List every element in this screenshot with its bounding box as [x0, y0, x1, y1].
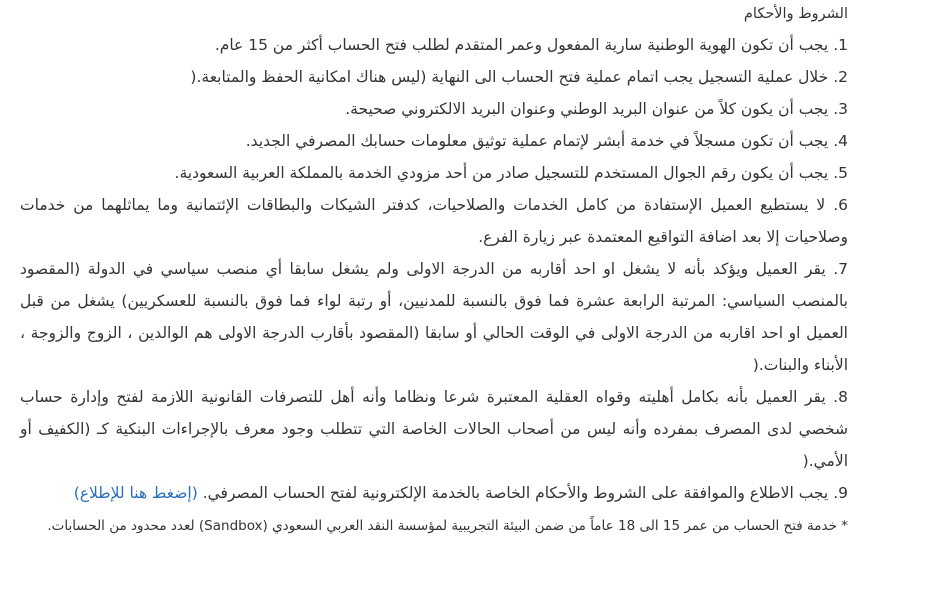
term-number: 4.: [833, 132, 848, 150]
term-item-8: [20, 381, 848, 477]
term-number: 5.: [833, 164, 848, 182]
term-item-2: [20, 61, 848, 93]
term-text: يجب أن تكون مسجلاً في خدمة أبشر لإتمام عملية توثيق معلومات حسابك المصرفي الجديد.: [245, 132, 829, 150]
term-number: 2.: [833, 68, 848, 86]
sandbox-footnote: * خدمة فتح الحساب من عمر 15 الى 18 عاماً من ضمن البيئة التجريبية لمؤسسة النقد العربي السعودي (Sandbox) لعدد محدود من الحسابات.: [47, 518, 848, 534]
term-text: يقر العميل ويؤكد بأنه لا يشغل او احد أقاربه من الدرجة الاولى ولم يشغل سابقا أي منصب سياسي في الدولة (المقصود بالمنصب السياسي: المرتبة الرابعة عشرة فما فوق بالنسبة للمدنيين، أو رتبة لواء فما فوق بالنسبة للعسكريين) يشغل من قبل العميل او احد اقاربه من الدرجة الاولى في الوقت الحالي أو سابقا (المقصود بأقارب الدرجة الاولى هم الوالدين ، الزوج والزوجة ، الأبناء والبنات.(: [20, 260, 848, 374]
term-text: خلال عملية التسجيل يجب اتمام عملية فتح الحساب الى النهاية (ليس هناك امكانية الحفظ والمتابعة.(: [190, 68, 829, 86]
section-heading: الشروط والأحكام: [743, 6, 848, 22]
term-item-1: [20, 29, 848, 61]
term-number: 9.: [833, 484, 848, 502]
term-text: يجب أن يكون رقم الجوال المستخدم للتسجيل صادر من أحد مزودي الخدمة بالمملكة العربية السعودية.: [174, 164, 829, 182]
term-number: 8.: [833, 388, 848, 406]
term-text: يجب أن تكون الهوية الوطنية سارية المفعول وعمر المتقدم لطلب فتح الحساب أكثر من 15 عام.: [214, 36, 829, 54]
term-item-3: [20, 93, 848, 125]
term-text: يجب الاطلاع والموافقة على الشروط والأحكام الخاصة بالخدمة الإلكترونية لفتح الحساب المصرفي.: [202, 484, 829, 502]
term-item-4: [20, 125, 848, 157]
terms-details-link[interactable]: (إضغط هنا للإطلاع): [73, 484, 198, 502]
terms-list: [20, 29, 848, 509]
term-item-9: [20, 477, 848, 509]
term-item-6: [20, 189, 848, 253]
term-item-7: [20, 253, 848, 381]
term-number: 7.: [833, 260, 848, 278]
term-number: 3.: [833, 100, 848, 118]
term-number: 1.: [833, 36, 848, 54]
term-text: يقر العميل بأنه بكامل أهليته وقواه العقلية المعتبرة شرعا ونظاما وأنه أهل للتصرفات القانونية اللازمة لفتح وإدارة حساب شخصي لدى المصرف بمفرده وأنه ليس من أصحاب الحالات الخاصة التي تتطلب وجود معرف بالإجراءات البنكية كـ (الكفيف أو الأمي.(: [20, 388, 848, 470]
term-number: 6.: [833, 196, 848, 214]
term-text: يجب أن يكون كلاً من عنوان البريد الوطني وعنوان البريد الالكتروني صحيحة.: [345, 100, 829, 118]
term-text: لا يستطيع العميل الإستفادة من كامل الخدمات والصلاحيات، كدفتر الشيكات والبطاقات الإئتمانية وما يماثلهما من خدمات وصلاحيات إلا بعد اضافة التواقيع المعتمدة عبر زيارة الفرع.: [20, 196, 848, 246]
term-item-5: [20, 157, 848, 189]
